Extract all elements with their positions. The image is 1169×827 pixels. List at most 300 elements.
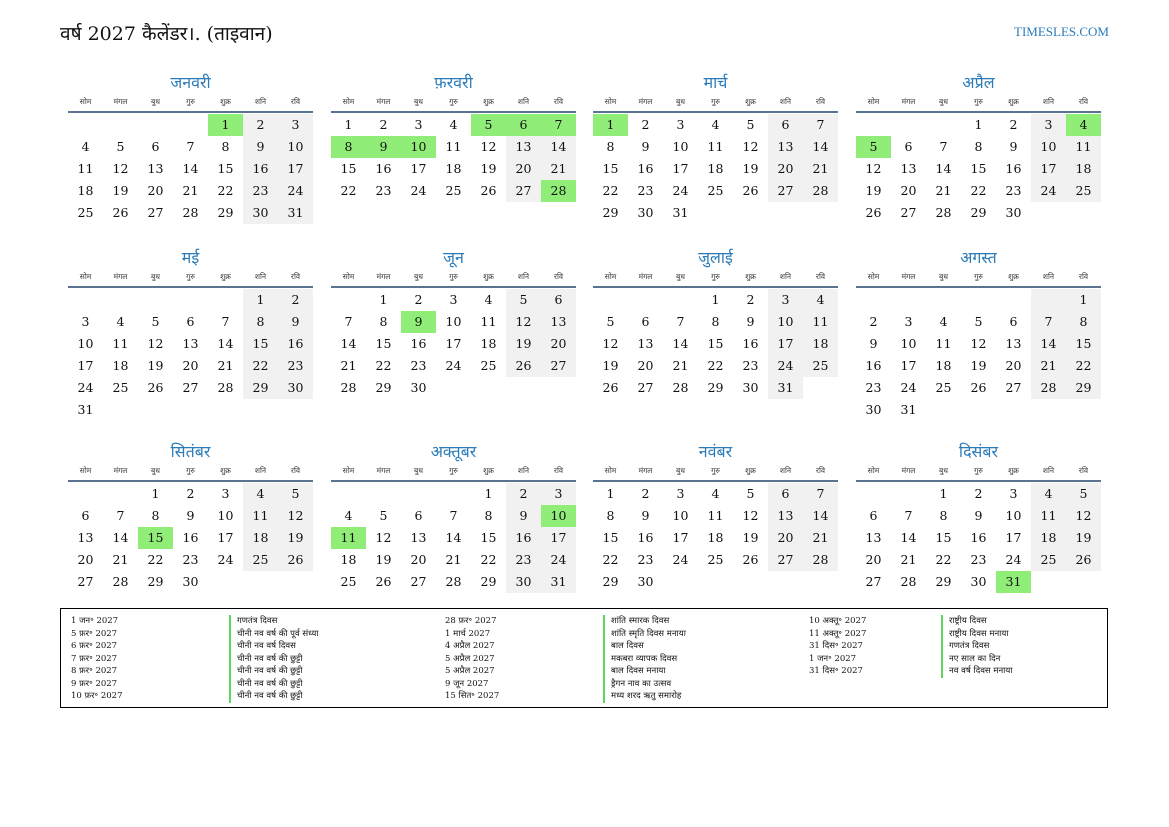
weekday-label: गुरु bbox=[711, 466, 720, 475]
day-cell: 13 bbox=[506, 136, 541, 158]
day-cell: 18 bbox=[77, 183, 94, 198]
weekday-label: शनि bbox=[1042, 97, 1055, 106]
day-cell: 14 bbox=[900, 530, 917, 545]
empty-cell bbox=[856, 289, 891, 311]
empty-cell bbox=[173, 289, 208, 311]
holiday-day-cell: 5 bbox=[471, 114, 506, 136]
day-cell: 23 bbox=[278, 355, 313, 377]
weekday-label: गुरु bbox=[449, 272, 458, 281]
weekday-label: रवि bbox=[553, 97, 564, 106]
month-block bbox=[68, 441, 313, 593]
day-cell: 9 bbox=[869, 336, 878, 351]
day-cell: 14 bbox=[803, 136, 838, 158]
weekday-label: गुरु bbox=[974, 97, 983, 106]
day-cell: 14 bbox=[445, 530, 462, 545]
day-cell: 15 bbox=[935, 530, 952, 545]
header-divider bbox=[331, 286, 576, 288]
empty-cell bbox=[103, 114, 138, 136]
weekday-label: बुध bbox=[151, 272, 160, 281]
day-cell: 29 bbox=[147, 574, 164, 589]
day-cell: 5 bbox=[746, 486, 755, 501]
weekday-label: मंगल bbox=[901, 97, 916, 106]
day-cell: 17 bbox=[278, 158, 313, 180]
holiday-day-cell: 28 bbox=[541, 180, 576, 202]
day-cell: 6 bbox=[81, 508, 90, 523]
day-cell: 18 bbox=[112, 358, 129, 373]
weekday-label: शुक्र bbox=[745, 272, 756, 281]
day-cell: 1 bbox=[484, 486, 493, 501]
day-cell: 24 bbox=[900, 380, 917, 395]
legend-holiday-date: 1 जन॰ 2027 bbox=[809, 653, 857, 664]
month-name: नवंबर bbox=[698, 442, 733, 461]
day-cell: 16 bbox=[375, 161, 392, 176]
day-cell: 12 bbox=[742, 139, 759, 154]
empty-cell bbox=[926, 289, 961, 311]
weekday-label: रवि bbox=[1078, 97, 1089, 106]
day-cell: 1 bbox=[974, 117, 983, 132]
weekday-label: सोम bbox=[604, 466, 617, 475]
day-cell: 25 bbox=[1031, 549, 1066, 571]
day-cell: 6 bbox=[641, 314, 650, 329]
weekday-label: शुक्र bbox=[483, 466, 494, 475]
weekday-label: रवि bbox=[290, 272, 301, 281]
day-cell: 18 bbox=[1031, 527, 1066, 549]
day-cell: 22 bbox=[970, 183, 987, 198]
day-cell: 7 bbox=[221, 314, 230, 329]
header-divider bbox=[856, 111, 1101, 113]
day-cell: 29 bbox=[243, 377, 278, 399]
day-cell: 20 bbox=[182, 358, 199, 373]
day-cell: 14 bbox=[803, 505, 838, 527]
day-grid bbox=[331, 483, 576, 593]
day-cell: 16 bbox=[278, 333, 313, 355]
weekday-label: मंगल bbox=[113, 97, 128, 106]
weekday-header bbox=[68, 94, 313, 110]
site-link[interactable]: TIMESLES.COM bbox=[1014, 24, 1109, 39]
day-cell: 6 bbox=[1009, 314, 1018, 329]
day-cell: 5 bbox=[151, 314, 160, 329]
holiday-day-cell: 11 bbox=[331, 527, 366, 549]
empty-cell bbox=[366, 483, 401, 505]
day-cell: 24 bbox=[445, 358, 462, 373]
day-cell: 9 bbox=[278, 311, 313, 333]
empty-cell bbox=[891, 289, 926, 311]
empty-cell bbox=[663, 289, 698, 311]
empty-cell bbox=[856, 483, 891, 505]
day-cell: 23 bbox=[375, 183, 392, 198]
weekday-label: गुरु bbox=[186, 272, 195, 281]
day-cell: 23 bbox=[970, 552, 987, 567]
weekday-label: गुरु bbox=[974, 272, 983, 281]
day-cell: 14 bbox=[217, 336, 234, 351]
weekday-label: बुध bbox=[414, 466, 423, 475]
legend-holiday-name: मकबरा व्यापक दिवस bbox=[603, 653, 686, 666]
day-cell: 20 bbox=[900, 183, 917, 198]
day-cell: 2 bbox=[974, 486, 983, 501]
day-cell: 16 bbox=[970, 530, 987, 545]
day-cell: 17 bbox=[672, 530, 689, 545]
day-cell: 15 bbox=[970, 161, 987, 176]
day-cell: 7 bbox=[1031, 311, 1066, 333]
month-block bbox=[593, 441, 838, 593]
weekday-label: बुध bbox=[676, 466, 685, 475]
weekday-label: सोम bbox=[867, 272, 880, 281]
day-cell: 21 bbox=[340, 358, 357, 373]
day-cell: 4 bbox=[803, 289, 838, 311]
weekday-header bbox=[331, 94, 576, 110]
weekday-label: गुरु bbox=[449, 466, 458, 475]
day-cell: 8 bbox=[974, 139, 983, 154]
day-cell: 17 bbox=[768, 333, 803, 355]
day-cell: 18 bbox=[480, 336, 497, 351]
month-name: अगस्त bbox=[960, 248, 997, 267]
day-cell: 30 bbox=[410, 380, 427, 395]
day-cell: 9 bbox=[506, 505, 541, 527]
day-cell: 7 bbox=[676, 314, 685, 329]
day-cell: 2 bbox=[243, 114, 278, 136]
day-cell: 24 bbox=[541, 549, 576, 571]
day-cell: 12 bbox=[742, 508, 759, 523]
day-cell: 29 bbox=[217, 205, 234, 220]
day-cell: 13 bbox=[900, 161, 917, 176]
legend-holiday-name: राष्ट्रीय दिवस मनाया bbox=[941, 628, 1013, 641]
day-cell: 21 bbox=[803, 158, 838, 180]
day-cell: 23 bbox=[865, 380, 882, 395]
day-cell: 31 bbox=[900, 402, 917, 417]
day-cell: 17 bbox=[672, 161, 689, 176]
day-cell: 28 bbox=[672, 380, 689, 395]
legend-holiday-date: 5 अप्रैल 2027 bbox=[445, 666, 495, 676]
day-cell: 24 bbox=[1005, 552, 1022, 567]
day-cell: 31 bbox=[672, 205, 689, 220]
header-divider bbox=[856, 286, 1101, 288]
empty-cell bbox=[208, 289, 243, 311]
day-cell: 22 bbox=[243, 355, 278, 377]
day-cell: 26 bbox=[506, 355, 541, 377]
day-cell: 16 bbox=[243, 158, 278, 180]
day-cell: 25 bbox=[803, 355, 838, 377]
day-cell: 16 bbox=[637, 530, 654, 545]
day-cell: 27 bbox=[768, 180, 803, 202]
day-cell: 22 bbox=[147, 552, 164, 567]
day-cell: 15 bbox=[340, 161, 357, 176]
day-grid bbox=[331, 289, 576, 399]
weekday-header bbox=[856, 463, 1101, 479]
day-cell: 22 bbox=[602, 552, 619, 567]
day-cell: 22 bbox=[217, 183, 234, 198]
day-cell: 28 bbox=[935, 205, 952, 220]
day-cell: 24 bbox=[410, 183, 427, 198]
day-cell: 24 bbox=[217, 552, 234, 567]
day-cell: 6 bbox=[151, 139, 160, 154]
day-cell: 14 bbox=[672, 336, 689, 351]
day-cell: 12 bbox=[278, 505, 313, 527]
day-cell: 15 bbox=[480, 530, 497, 545]
legend-holiday-date: 31 दिस॰ 2027 bbox=[809, 641, 863, 651]
day-cell: 17 bbox=[410, 161, 427, 176]
day-cell: 7 bbox=[116, 508, 125, 523]
weekday-label: बुध bbox=[676, 272, 685, 281]
day-cell: 15 bbox=[602, 161, 619, 176]
day-cell: 16 bbox=[637, 161, 654, 176]
day-cell: 25 bbox=[77, 205, 94, 220]
day-cell: 19 bbox=[375, 552, 392, 567]
empty-cell bbox=[401, 483, 436, 505]
day-cell: 9 bbox=[641, 508, 650, 523]
day-cell: 4 bbox=[711, 486, 720, 501]
empty-cell bbox=[103, 483, 138, 505]
day-cell: 1 bbox=[379, 292, 388, 307]
day-cell: 19 bbox=[506, 333, 541, 355]
day-cell: 9 bbox=[243, 136, 278, 158]
day-cell: 25 bbox=[480, 358, 497, 373]
legend-holiday-name: बाल दिवस मनाया bbox=[603, 665, 686, 678]
day-cell: 7 bbox=[449, 508, 458, 523]
weekday-label: शुक्र bbox=[220, 466, 231, 475]
day-cell: 16 bbox=[506, 527, 541, 549]
day-cell: 22 bbox=[480, 552, 497, 567]
day-cell: 11 bbox=[1066, 136, 1101, 158]
day-cell: 11 bbox=[445, 139, 462, 154]
day-cell: 8 bbox=[711, 314, 720, 329]
holiday-day-cell: 9 bbox=[401, 311, 436, 333]
legend-holiday-name: राष्ट्रीय दिवस bbox=[941, 615, 1013, 628]
day-cell: 10 bbox=[1005, 508, 1022, 523]
month-name: फ़रवरी bbox=[434, 73, 473, 92]
legend-holiday-name: नए साल का दिन bbox=[941, 653, 1013, 666]
weekday-label: मंगल bbox=[113, 466, 128, 475]
day-cell: 22 bbox=[1066, 355, 1101, 377]
weekday-label: शनि bbox=[517, 97, 530, 106]
weekday-label: शनि bbox=[517, 272, 530, 281]
weekday-label: मंगल bbox=[638, 97, 653, 106]
day-cell: 24 bbox=[278, 180, 313, 202]
legend-holiday-date: 9 जून 2027 bbox=[445, 678, 489, 689]
weekday-label: मंगल bbox=[376, 466, 391, 475]
weekday-label: सोम bbox=[79, 272, 92, 281]
empty-cell bbox=[1031, 289, 1066, 311]
day-cell: 11 bbox=[1031, 505, 1066, 527]
day-cell: 21 bbox=[445, 552, 462, 567]
day-cell: 27 bbox=[147, 205, 164, 220]
empty-cell bbox=[331, 483, 366, 505]
empty-cell bbox=[961, 289, 996, 311]
month-name: अप्रैल bbox=[962, 73, 995, 92]
weekday-label: मंगल bbox=[376, 272, 391, 281]
header-divider bbox=[68, 111, 313, 113]
day-cell: 19 bbox=[112, 183, 129, 198]
legend-holiday-date: 5 अप्रैल 2027 bbox=[445, 653, 495, 664]
day-grid bbox=[68, 114, 313, 224]
weekday-label: शनि bbox=[1042, 272, 1055, 281]
empty-cell bbox=[68, 483, 103, 505]
weekday-label: रवि bbox=[553, 272, 564, 281]
day-grid bbox=[593, 114, 838, 224]
day-cell: 25 bbox=[707, 183, 724, 198]
weekday-header bbox=[593, 463, 838, 479]
day-cell: 21 bbox=[900, 552, 917, 567]
day-cell: 29 bbox=[970, 205, 987, 220]
day-cell: 20 bbox=[865, 552, 882, 567]
legend-holiday-date: 11 अक्तू॰ 2027 bbox=[809, 628, 867, 639]
day-cell: 18 bbox=[935, 358, 952, 373]
day-cell: 2 bbox=[746, 292, 755, 307]
day-cell: 30 bbox=[278, 377, 313, 399]
day-cell: 22 bbox=[375, 358, 392, 373]
empty-cell bbox=[628, 289, 663, 311]
weekday-label: गुरु bbox=[186, 97, 195, 106]
day-grid bbox=[856, 483, 1101, 593]
day-cell: 27 bbox=[541, 355, 576, 377]
day-cell: 8 bbox=[379, 314, 388, 329]
day-cell: 30 bbox=[243, 202, 278, 224]
day-cell: 30 bbox=[506, 571, 541, 593]
legend-holiday-date: 5 फ़र॰ 2027 bbox=[71, 628, 118, 639]
month-block bbox=[856, 441, 1101, 593]
day-cell: 20 bbox=[77, 552, 94, 567]
day-cell: 3 bbox=[414, 117, 423, 132]
day-cell: 13 bbox=[77, 530, 94, 545]
weekday-label: बुध bbox=[939, 466, 948, 475]
weekday-label: बुध bbox=[676, 97, 685, 106]
day-cell: 4 bbox=[939, 314, 948, 329]
day-cell: 8 bbox=[939, 508, 948, 523]
weekday-header bbox=[593, 269, 838, 285]
day-cell: 14 bbox=[340, 336, 357, 351]
weekday-label: शनि bbox=[254, 272, 267, 281]
day-cell: 13 bbox=[147, 161, 164, 176]
day-cell: 8 bbox=[484, 508, 493, 523]
day-cell: 29 bbox=[935, 574, 952, 589]
day-cell: 17 bbox=[1005, 530, 1022, 545]
day-cell: 19 bbox=[602, 358, 619, 373]
day-cell: 13 bbox=[865, 530, 882, 545]
day-cell: 5 bbox=[974, 314, 983, 329]
weekday-header bbox=[593, 94, 838, 110]
day-cell: 19 bbox=[970, 358, 987, 373]
weekday-header bbox=[856, 94, 1101, 110]
day-cell: 1 bbox=[344, 117, 353, 132]
day-cell: 11 bbox=[77, 161, 94, 176]
day-cell: 2 bbox=[641, 486, 650, 501]
empty-cell bbox=[68, 289, 103, 311]
day-cell: 9 bbox=[186, 508, 195, 523]
day-cell: 18 bbox=[1066, 158, 1101, 180]
day-cell: 1 bbox=[243, 289, 278, 311]
weekday-label: बुध bbox=[151, 97, 160, 106]
day-cell: 28 bbox=[340, 380, 357, 395]
empty-cell bbox=[926, 114, 961, 136]
day-cell: 9 bbox=[746, 314, 755, 329]
day-cell: 29 bbox=[375, 380, 392, 395]
day-cell: 10 bbox=[672, 139, 689, 154]
day-cell: 27 bbox=[900, 205, 917, 220]
day-cell: 15 bbox=[1066, 333, 1101, 355]
weekday-label: रवि bbox=[553, 466, 564, 475]
weekday-label: रवि bbox=[290, 466, 301, 475]
day-cell: 26 bbox=[742, 183, 759, 198]
holiday-day-cell: 5 bbox=[856, 136, 891, 158]
weekday-label: शनि bbox=[254, 466, 267, 475]
day-cell: 11 bbox=[707, 139, 724, 154]
day-cell: 1 bbox=[606, 486, 615, 501]
month-block bbox=[593, 72, 838, 224]
day-cell: 29 bbox=[602, 205, 619, 220]
day-cell: 7 bbox=[904, 508, 913, 523]
empty-cell bbox=[331, 289, 366, 311]
day-cell: 19 bbox=[742, 161, 759, 176]
day-cell: 5 bbox=[379, 508, 388, 523]
day-cell: 10 bbox=[278, 136, 313, 158]
day-cell: 23 bbox=[1005, 183, 1022, 198]
day-cell: 19 bbox=[865, 183, 882, 198]
day-cell: 16 bbox=[742, 336, 759, 351]
day-cell: 3 bbox=[1009, 486, 1018, 501]
holiday-day-cell: 8 bbox=[331, 136, 366, 158]
weekday-label: सोम bbox=[79, 466, 92, 475]
legend-holiday-date: 28 फ़र॰ 2027 bbox=[445, 616, 497, 626]
weekday-label: शुक्र bbox=[1008, 466, 1019, 475]
day-cell: 23 bbox=[182, 552, 199, 567]
weekday-label: शनि bbox=[779, 272, 792, 281]
day-cell: 26 bbox=[278, 549, 313, 571]
holiday-legend bbox=[60, 608, 1108, 708]
legend-holiday-name: बाल दिवस bbox=[603, 640, 686, 653]
day-cell: 21 bbox=[217, 358, 234, 373]
day-cell: 21 bbox=[1031, 355, 1066, 377]
day-cell: 6 bbox=[186, 314, 195, 329]
legend-holiday-name: गणतंत्र दिवस bbox=[229, 615, 318, 628]
legend-holiday-date: 8 फ़र॰ 2027 bbox=[71, 666, 118, 676]
weekday-label: बुध bbox=[414, 272, 423, 281]
weekday-label: सोम bbox=[604, 97, 617, 106]
month-block bbox=[331, 247, 576, 399]
day-grid bbox=[593, 289, 838, 399]
holiday-day-cell: 1 bbox=[593, 114, 628, 136]
day-cell: 8 bbox=[606, 508, 615, 523]
header-divider bbox=[68, 480, 313, 482]
weekday-label: शुक्र bbox=[220, 272, 231, 281]
day-cell: 25 bbox=[112, 380, 129, 395]
day-cell: 27 bbox=[768, 549, 803, 571]
empty-cell bbox=[173, 114, 208, 136]
day-cell: 8 bbox=[151, 508, 160, 523]
day-cell: 23 bbox=[637, 183, 654, 198]
day-grid bbox=[856, 289, 1101, 421]
empty-cell bbox=[891, 483, 926, 505]
month-block bbox=[331, 441, 576, 593]
legend-names-1 bbox=[229, 615, 318, 703]
page-title: वर्ष 2027 कैलेंडर।. (ताइवान) bbox=[60, 23, 273, 45]
day-cell: 20 bbox=[637, 358, 654, 373]
day-cell: 3 bbox=[904, 314, 913, 329]
day-cell: 24 bbox=[672, 183, 689, 198]
day-cell: 3 bbox=[449, 292, 458, 307]
day-cell: 26 bbox=[375, 574, 392, 589]
day-cell: 16 bbox=[182, 530, 199, 545]
weekday-label: मंगल bbox=[901, 466, 916, 475]
legend-holiday-name: चीनी नव वर्ष की छुट्टी bbox=[229, 690, 318, 703]
day-cell: 5 bbox=[1066, 483, 1101, 505]
day-cell: 11 bbox=[707, 508, 724, 523]
day-cell: 28 bbox=[112, 574, 129, 589]
day-cell: 13 bbox=[541, 311, 576, 333]
day-cell: 3 bbox=[278, 114, 313, 136]
holiday-day-cell: 4 bbox=[1066, 114, 1101, 136]
weekday-label: शनि bbox=[779, 466, 792, 475]
day-cell: 5 bbox=[506, 289, 541, 311]
day-cell: 20 bbox=[541, 333, 576, 355]
